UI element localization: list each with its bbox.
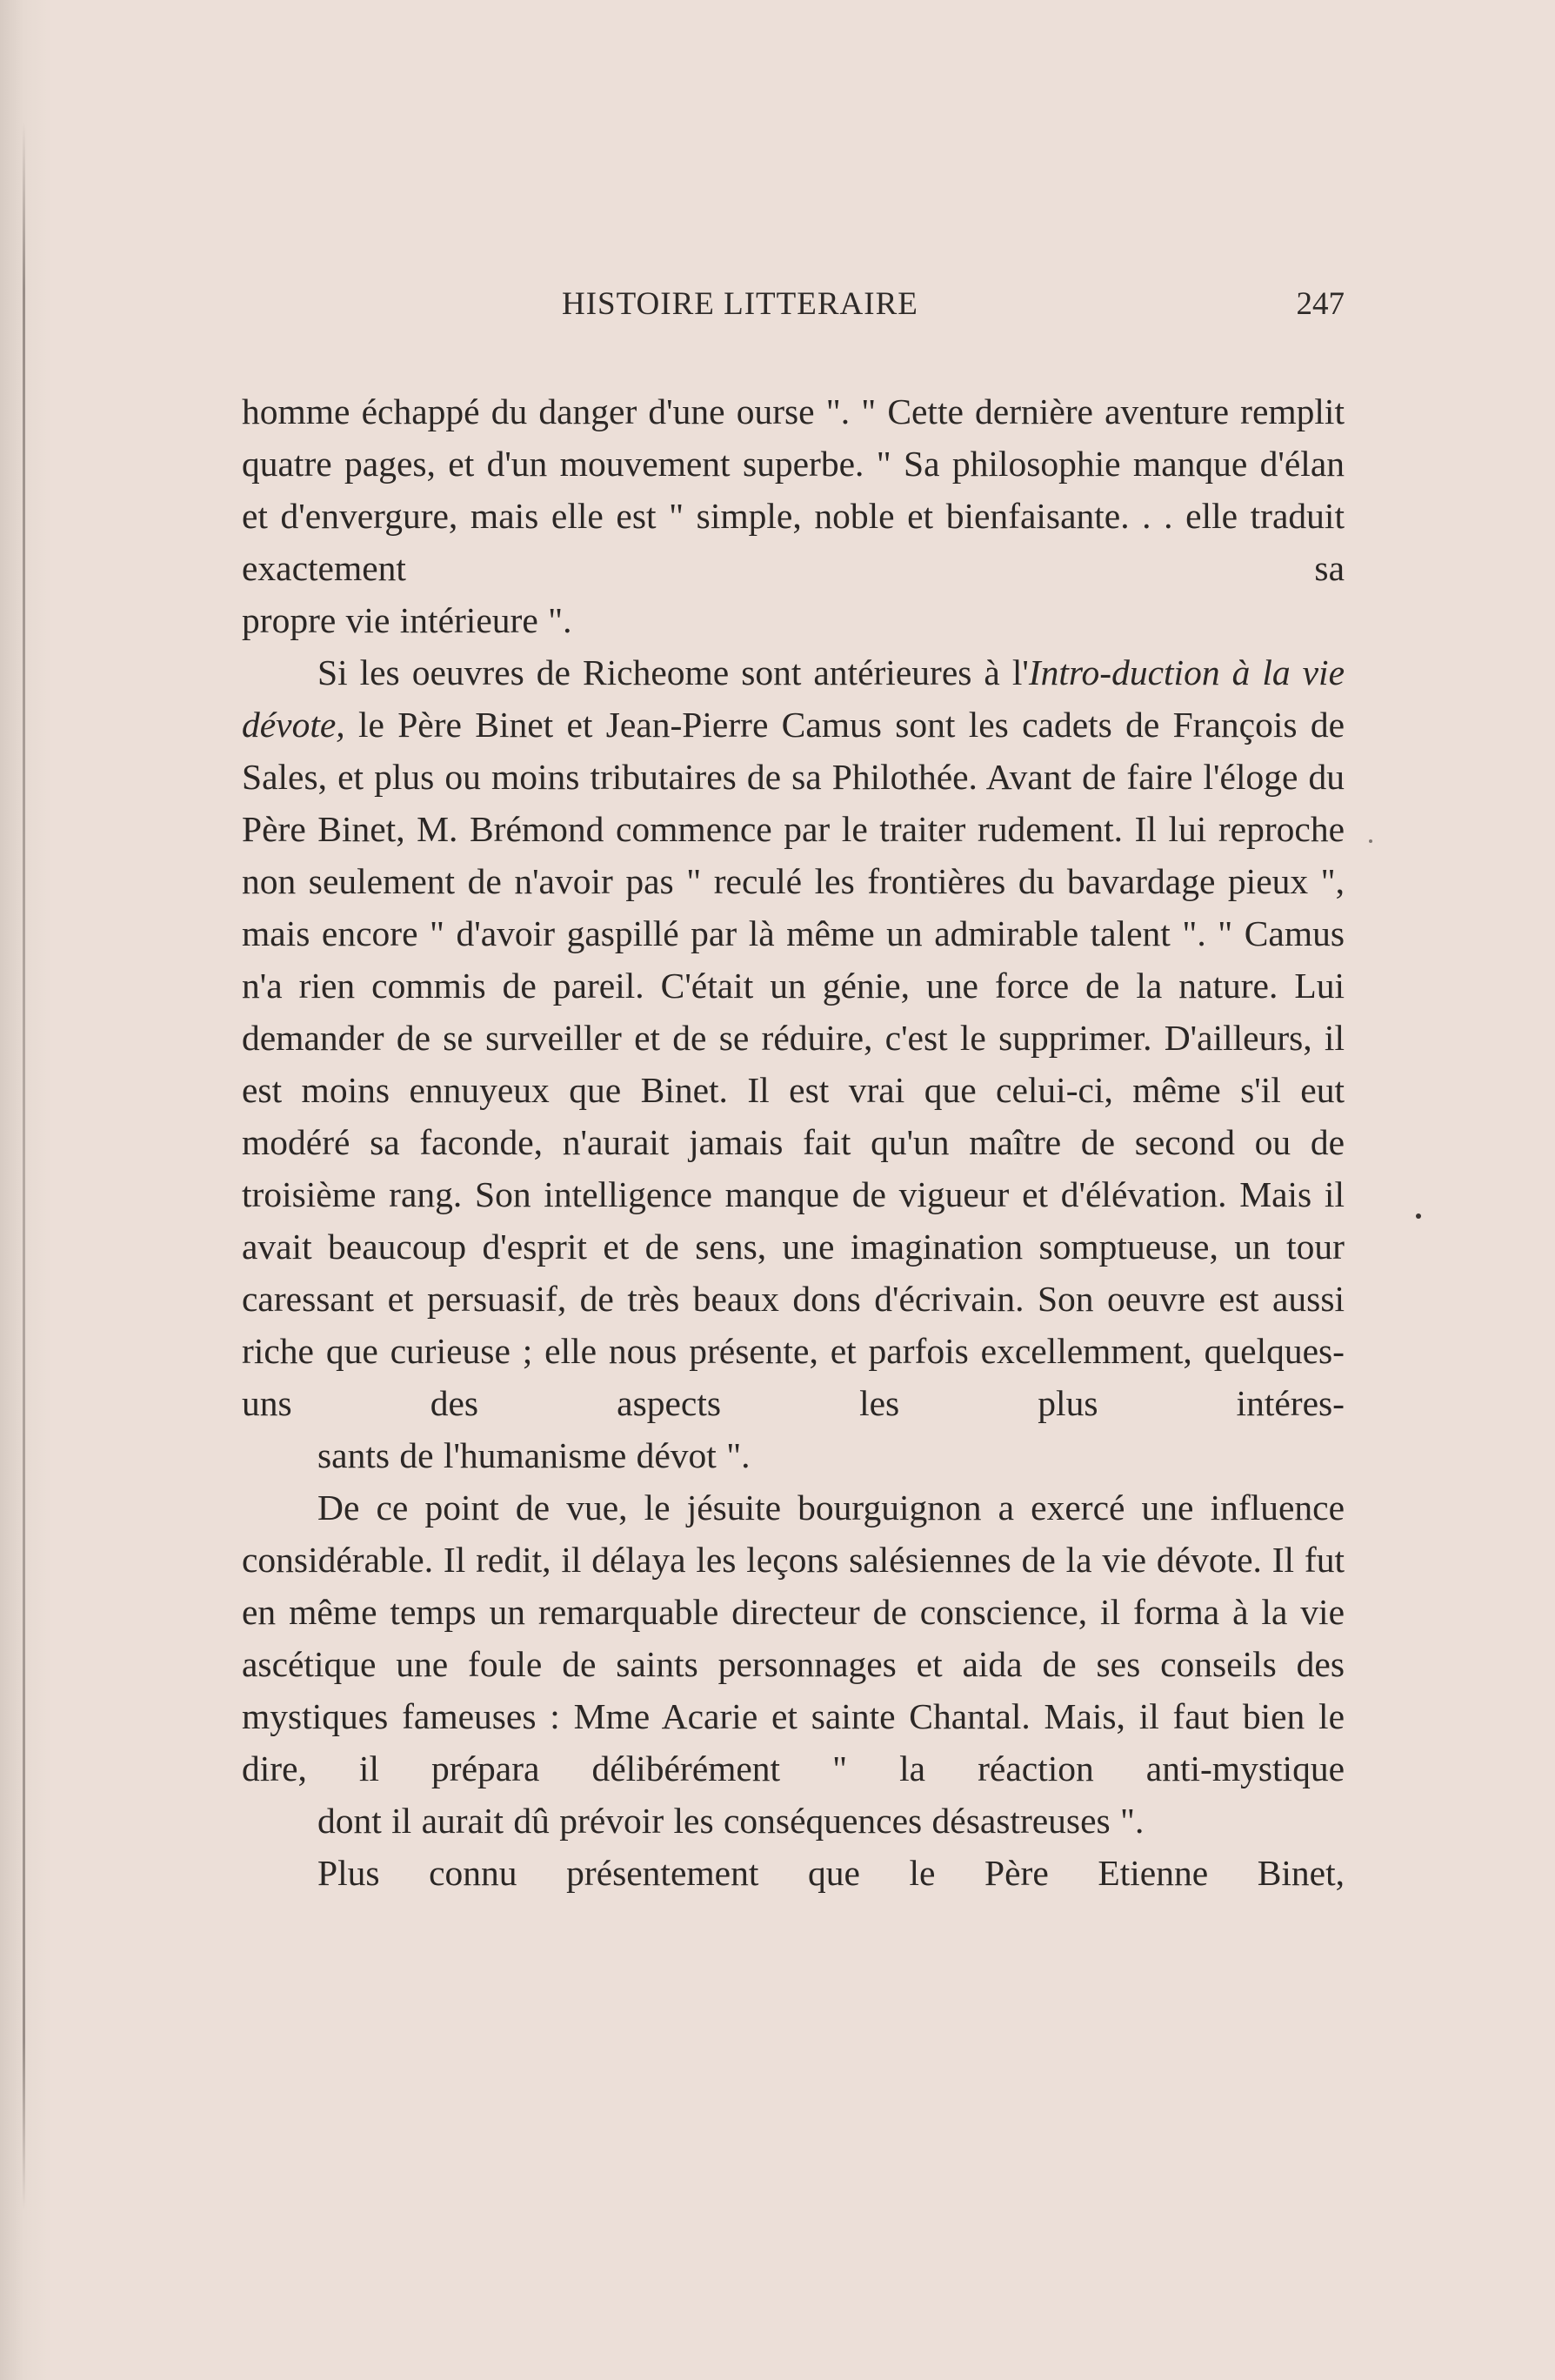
paragraph-3-last-line: dont il aurait dû prévoir les conséquences désastreuses ". xyxy=(317,1801,1145,1841)
paragraph-3-text: De ce point de vue, le jésuite bourguignon a exercé une influence considérable. Il redit, il délaya les leçons salésiennes de la vie dévote. Il fut en même temps un remarquable directeur de conscience, il forma à la vie ascétique une foule de saints personnages et aida de ses conseils des mystiques fameuses : Mme Acarie et sainte Chantal. Mais, il faut bien le dire, il prépara délibérément " la réaction anti-mystique xyxy=(242,1488,1345,1788)
paper-speck xyxy=(1369,839,1372,843)
body-text xyxy=(242,385,1345,1899)
paragraph-2 xyxy=(242,646,1345,1481)
paper-speck xyxy=(1416,1213,1421,1219)
paragraph-1 xyxy=(242,385,1345,646)
paragraph-3 xyxy=(242,1481,1345,1847)
paragraph-2-last-line: sants de l'humanisme dévot ". xyxy=(317,1435,751,1475)
paragraph-1-text: homme échappé du danger d'une ourse ". " Cette dernière aventure remplit quatre pages, et d'un mouvement superbe. " Sa philosophie manque d'élan et d'envergure, mais elle est " simple, noble et bienfaisante. . . elle traduit exactement sa xyxy=(242,391,1345,588)
page-gutter-shadow xyxy=(23,122,25,2210)
paragraph-2-start: Si les oeuvres de Richeome sont antérieures à l' xyxy=(317,652,1029,692)
page-header xyxy=(242,285,1345,329)
book-title-italic: Intro-duction à la vie dévote, xyxy=(242,652,1345,745)
paragraph-2-text: le Père Binet et Jean-Pierre Camus sont les cadets de François de Sales, et plus ou moins tributaires de sa Philothée. Avant de faire l'éloge du Père Binet, M. Brémond commence par le traiter rudement. Il lui reproche non seulement de n'avoir pas " reculé les frontières du bavardage pieux ", mais encore " d'avoir gaspillé par là même un admirable talent ". " Camus n'a rien commis de pareil. C'était un génie, une force de la nature. Lui demander de se surveiller et de se réduire, c'est le supprimer. D'ailleurs, il est moins ennuyeux que Binet. Il est vrai que celui-ci, même s'il eut modéré sa faconde, n'aurait jamais fait qu'un maître de second ou de troisième rang. Son intelligence manque de vigueur et d'élévation. Mais il avait beaucoup d'esprit et de sens, une imagination somptueuse, un tour caressant et persuasif, de très beaux dons d'écrivain. Son oeuvre est aussi riche que curieuse ; elle nous présente, et parfois excellemment, quelques-uns des aspects les plus intéres- xyxy=(242,705,1345,1423)
paragraph-4-text: Plus connu présentement que le Père Etienne Binet, xyxy=(317,1853,1345,1893)
paragraph-4 xyxy=(242,1847,1345,1899)
running-title: HISTOIRE LITTERAIRE xyxy=(562,286,918,322)
paragraph-1-last-line: propre vie intérieure ". xyxy=(242,600,572,640)
page-number: 247 xyxy=(1296,286,1345,322)
